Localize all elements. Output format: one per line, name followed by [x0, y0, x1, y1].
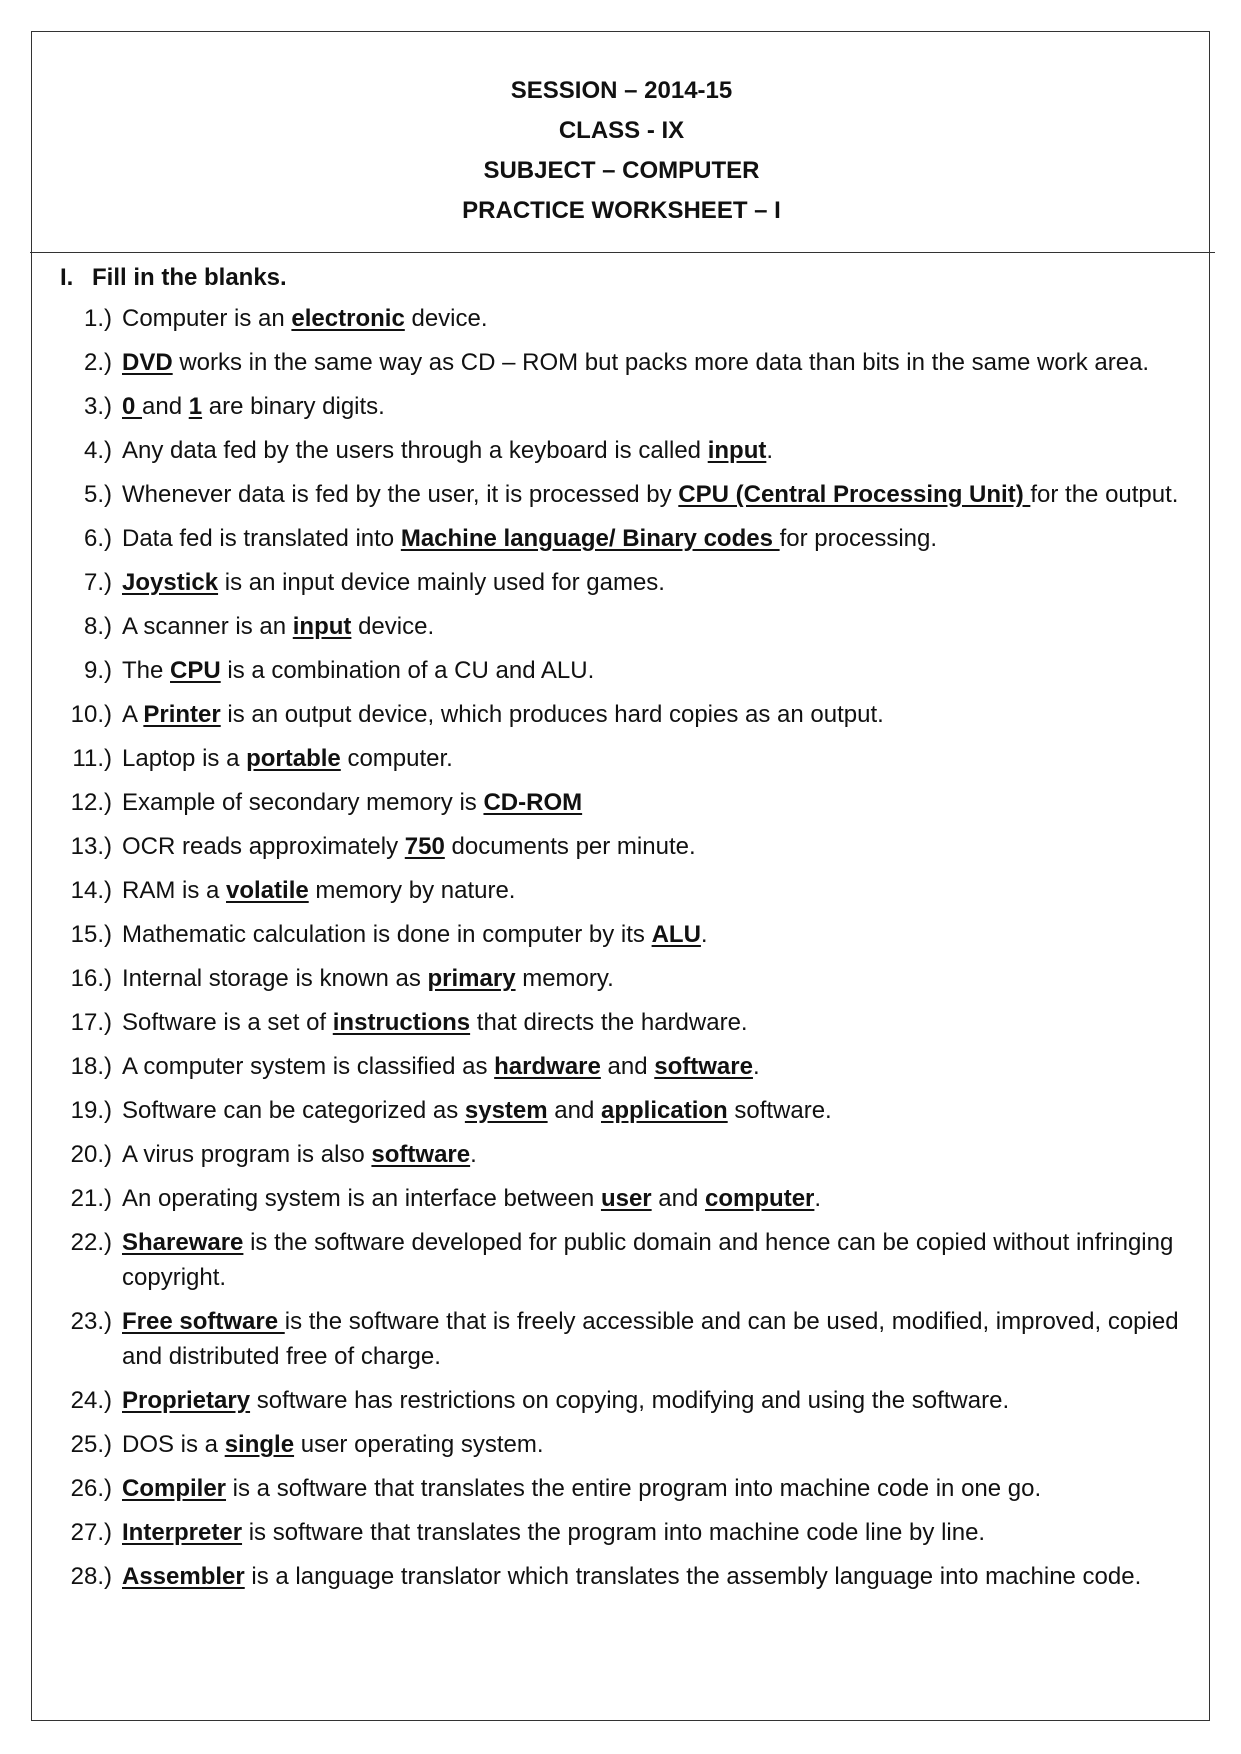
question-text-part: and	[600, 1053, 655, 1080]
question-item	[32, 345, 1211, 380]
answer-text: input	[292, 613, 352, 640]
question-text-part: for the output.	[1030, 481, 1179, 508]
question-text	[122, 1185, 821, 1212]
question-text	[122, 481, 1178, 508]
question-number: 17.)	[70, 1009, 112, 1036]
question-item	[32, 873, 1211, 908]
question-text-part: is a software that translates the entire program into machine code in one go.	[226, 1475, 1042, 1502]
question-item	[32, 521, 1211, 556]
question-number: 18.)	[70, 1053, 112, 1080]
question-text-part: Software is a set of	[122, 1009, 333, 1036]
question-text-part: Example of secondary memory is	[122, 789, 484, 816]
question-number: 13.)	[70, 833, 112, 860]
question-number: 24.)	[70, 1387, 112, 1414]
question-item	[32, 785, 1211, 820]
question-text-part: software.	[727, 1097, 832, 1124]
question-text-part: .	[766, 437, 774, 464]
question-text-part: Laptop is a	[122, 745, 247, 772]
answer-text: CPU	[170, 657, 221, 684]
answer-text: Free software	[122, 1308, 285, 1335]
question-text	[122, 1308, 1179, 1370]
question-number: 22.)	[70, 1229, 112, 1256]
question-text-part: The	[122, 657, 171, 684]
question-text-part: is an input device mainly used for games.	[218, 569, 665, 596]
question-text	[122, 789, 582, 816]
question-text	[122, 1009, 748, 1036]
session-label: SESSION – 2014-15	[510, 77, 733, 104]
question-text	[122, 745, 453, 772]
answer-text: Proprietary	[122, 1387, 251, 1414]
answer-text: Machine language/ Binary codes	[400, 525, 780, 552]
question-number: 14.)	[70, 877, 112, 904]
answer-text: hardware	[494, 1053, 601, 1080]
section-title: Fill in the blanks.	[92, 264, 287, 291]
question-text-part: is an output device, which produces hard copies as an output.	[220, 701, 884, 728]
answer-text: electronic	[291, 305, 405, 332]
question-text-part: A computer system is classified as	[122, 1053, 495, 1080]
question-text	[122, 657, 594, 684]
question-text-part: software has restrictions on copying, modifying and using the software.	[250, 1387, 1010, 1414]
question-text-part: that directs the hardware.	[470, 1009, 748, 1036]
question-text-part: A scanner is an	[122, 613, 293, 640]
answer-text: application	[601, 1097, 728, 1124]
answer-text: Printer	[143, 701, 221, 728]
class-label: CLASS - IX	[558, 117, 685, 144]
question-item	[32, 697, 1211, 732]
question-item	[32, 609, 1211, 644]
question-text-part: is the software developed for public domain and hence can be copied without infringing copyright.	[122, 1229, 1174, 1291]
question-list	[32, 301, 1211, 1603]
question-text-part: for processing.	[779, 525, 938, 552]
question-number: 2.)	[83, 349, 112, 376]
question-item	[32, 389, 1211, 424]
question-text-part: and	[547, 1097, 601, 1124]
question-number: 26.)	[70, 1475, 112, 1502]
question-text-part: is a combination of a CU and ALU.	[220, 657, 595, 684]
question-text	[122, 393, 385, 420]
question-text	[122, 569, 665, 596]
answer-text: primary	[427, 965, 516, 992]
question-number: 8.)	[83, 613, 112, 640]
question-text-part: Mathematic calculation is done in computer by its	[122, 921, 652, 948]
question-text-part: and	[142, 393, 189, 420]
answer-text: Compiler	[122, 1475, 227, 1502]
question-number: 12.)	[70, 789, 112, 816]
question-number: 21.)	[70, 1185, 112, 1212]
question-item	[32, 301, 1211, 336]
question-text	[122, 1475, 1041, 1502]
question-text	[122, 305, 488, 332]
section-heading	[60, 261, 287, 295]
answer-text: instructions	[332, 1009, 471, 1036]
question-item	[32, 653, 1211, 688]
question-text	[122, 877, 515, 904]
question-text	[122, 349, 1149, 376]
question-text	[122, 525, 937, 552]
question-text	[122, 833, 696, 860]
question-text-part: DOS is a	[122, 1431, 225, 1458]
question-text	[122, 701, 884, 728]
question-text	[122, 921, 708, 948]
question-number: 15.)	[70, 921, 112, 948]
question-number: 5.)	[83, 481, 112, 508]
section-number: I.	[60, 264, 74, 291]
question-text-part: OCR reads approximately	[122, 833, 405, 860]
question-text-part: A	[122, 701, 144, 728]
question-text-part: memory by nature.	[308, 877, 516, 904]
answer-text: CPU (Central Processing Unit)	[678, 481, 1031, 508]
question-number: 3.)	[83, 393, 112, 420]
answer-text: computer	[705, 1185, 815, 1212]
question-text-part: device.	[404, 305, 488, 332]
question-number: 20.)	[70, 1141, 112, 1168]
answer-text: Shareware	[122, 1229, 244, 1256]
question-item	[32, 917, 1211, 952]
question-text-part: .	[814, 1185, 822, 1212]
question-number: 19.)	[70, 1097, 112, 1124]
answer-text: 750	[404, 833, 445, 860]
question-item	[32, 1427, 1211, 1462]
answer-text: 0	[122, 393, 143, 420]
answer-text: input	[707, 437, 767, 464]
question-text-part: Any data fed by the users through a keyboard is called	[122, 437, 708, 464]
worksheet-frame	[31, 31, 1210, 1721]
question-item	[32, 1515, 1211, 1550]
question-text-part: Internal storage is known as	[122, 965, 428, 992]
answer-text: software	[371, 1141, 471, 1168]
question-number: 23.)	[70, 1308, 112, 1335]
answer-text: Assembler	[122, 1563, 245, 1590]
question-number: 27.)	[70, 1519, 112, 1546]
question-text	[122, 1141, 477, 1168]
question-number: 4.)	[83, 437, 112, 464]
question-item	[32, 433, 1211, 468]
question-item	[32, 961, 1211, 996]
question-text	[122, 1097, 832, 1124]
question-text-part: is the software that is freely accessible and can be used, modified, improved, copied and distributed free of charge.	[122, 1308, 1179, 1370]
question-item	[32, 1093, 1211, 1128]
question-text	[122, 1563, 1141, 1590]
answer-text: ALU	[651, 921, 701, 948]
question-text-part: Software can be categorized as	[122, 1097, 465, 1124]
answer-text: 1	[188, 393, 203, 420]
question-text-part: user operating system.	[294, 1431, 544, 1458]
question-number: 7.)	[83, 569, 112, 596]
question-text-part: is software that translates the program into machine code line by line.	[242, 1519, 986, 1546]
answer-text: volatile	[226, 877, 309, 904]
question-item	[32, 1383, 1211, 1418]
question-text-part: A virus program is also	[122, 1141, 372, 1168]
question-text-part: RAM is a	[122, 877, 227, 904]
question-text-part: computer.	[340, 745, 453, 772]
worksheet-title: PRACTICE WORKSHEET – I	[462, 197, 781, 224]
answer-text: Joystick	[122, 569, 219, 596]
question-item	[32, 1049, 1211, 1084]
question-number: 25.)	[70, 1431, 112, 1458]
question-text-part: are binary digits.	[202, 393, 385, 420]
question-item	[32, 477, 1211, 512]
question-number: 28.)	[70, 1563, 112, 1590]
answer-text: CD-ROM	[483, 789, 583, 816]
header-divider	[30, 252, 1215, 253]
answer-text: software	[654, 1053, 753, 1080]
question-item	[32, 1005, 1211, 1040]
question-item	[32, 1304, 1211, 1374]
question-text	[122, 1519, 985, 1546]
answer-text: system	[464, 1097, 548, 1124]
question-text-part: device.	[351, 613, 435, 640]
question-item	[32, 829, 1211, 864]
answer-text: user	[600, 1185, 652, 1212]
worksheet-header	[32, 32, 1211, 254]
question-text-part: .	[752, 1053, 760, 1080]
question-item	[32, 1181, 1211, 1216]
question-text-part: is a language translator which translates the assembly language into machine code.	[244, 1563, 1142, 1590]
question-text-part: memory.	[515, 965, 614, 992]
question-item	[32, 1225, 1211, 1295]
question-item	[32, 565, 1211, 600]
question-text	[122, 1053, 760, 1080]
answer-text: portable	[246, 745, 341, 772]
question-number: 9.)	[83, 657, 112, 684]
question-number: 1.)	[83, 305, 112, 332]
question-text	[122, 613, 434, 640]
answer-text: Interpreter	[122, 1519, 243, 1546]
question-text	[122, 1431, 544, 1458]
answer-text: DVD	[122, 349, 173, 376]
question-text-part: Whenever data is fed by the user, it is processed by	[122, 481, 679, 508]
question-text-part: documents per minute.	[444, 833, 696, 860]
question-number: 11.)	[72, 745, 112, 772]
question-text-part: and	[651, 1185, 706, 1212]
question-item	[32, 741, 1211, 776]
question-text	[122, 1229, 1173, 1291]
question-text-part: Computer is an	[122, 305, 292, 332]
question-item	[32, 1471, 1211, 1506]
question-text-part: .	[700, 921, 708, 948]
question-item	[32, 1559, 1211, 1594]
question-item	[32, 1137, 1211, 1172]
question-number: 10.)	[70, 701, 112, 728]
question-text-part: An operating system is an interface between	[122, 1185, 601, 1212]
question-number: 6.)	[83, 525, 112, 552]
answer-text: single	[224, 1431, 295, 1458]
subject-label: SUBJECT – COMPUTER	[483, 157, 760, 184]
question-text	[122, 965, 614, 992]
question-text-part: works in the same way as CD – ROM but packs more data than bits in the same work area.	[172, 349, 1150, 376]
question-number: 16.)	[70, 965, 112, 992]
question-text	[122, 1387, 1009, 1414]
question-text-part: .	[470, 1141, 477, 1168]
question-text	[122, 437, 773, 464]
question-text-part: Data fed is translated into	[122, 525, 401, 552]
